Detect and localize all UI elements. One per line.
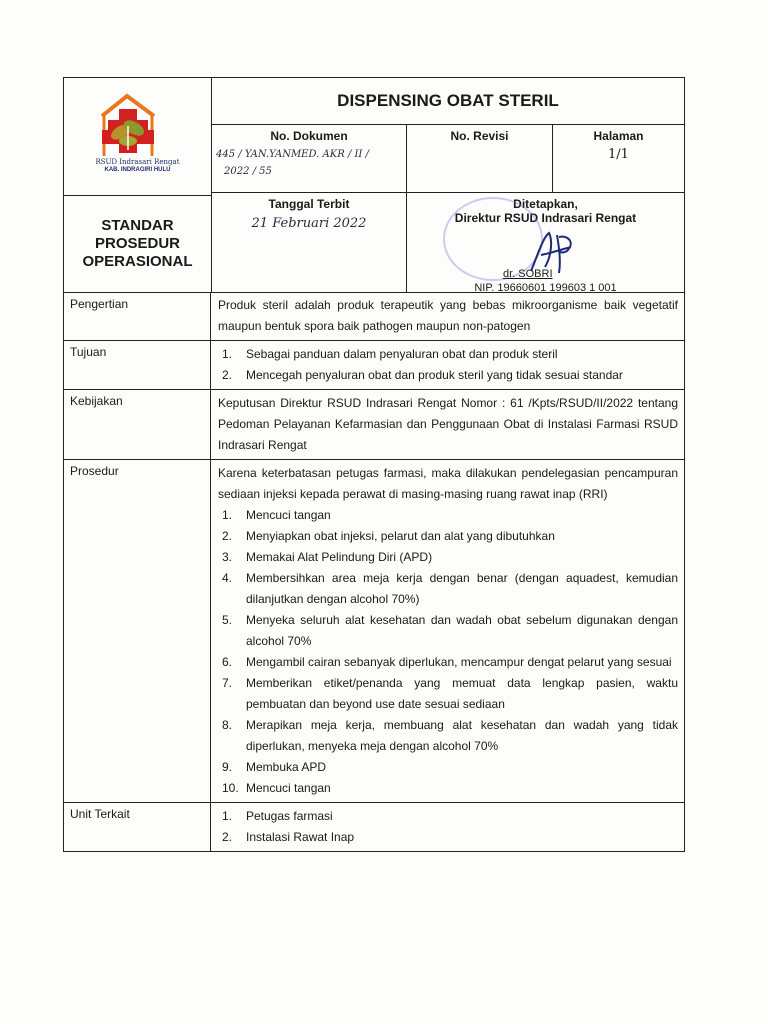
sop-label-line1: STANDAR	[101, 217, 174, 234]
list-item: 8. Merapikan meja kerja, membuang alat kesehatan dan wadah yang tidak diperlukan, menyeka meja dengan alcohol 70%	[222, 718, 678, 753]
sop-label-line3: OPERASIONAL	[82, 253, 193, 270]
prosedur-intro: Karena keterbatasan petugas farmasi, maka dilakukan pendelegasian pencampuran sediaan injeksi kepada perawat di masing-masing ruang rawat inap (RRI)	[218, 466, 678, 501]
section-kebijakan	[64, 390, 684, 460]
list-item: 3. Memakai Alat Pelindung Diri (APD)	[222, 550, 433, 564]
signer-nip: NIP. 19660601 199603 1 001	[474, 282, 617, 294]
hospital-logo	[64, 78, 211, 196]
list-item: 5. Menyeka seluruh alat kesehatan dan wadah obat sebelum digunakan dengan alcohol 70%	[222, 613, 678, 648]
list-item: 2. Mencegah penyaluran obat dan produk steril yang tidak sesuai standar	[222, 368, 623, 382]
page-cell	[553, 125, 684, 192]
section-label: Unit Terkait	[64, 803, 211, 851]
approval-line2: Direktur RSUD Indrasari Rengat	[454, 211, 637, 225]
revision-cell	[407, 125, 553, 192]
issue-date-label: Tanggal Terbit	[268, 197, 350, 211]
header-left-column	[64, 78, 212, 292]
sop-document	[63, 77, 685, 852]
revision-label: No. Revisi	[450, 129, 509, 143]
doc-number-label: No. Dokumen	[270, 129, 348, 143]
issue-date-value: 21 Februari 2022	[251, 216, 367, 231]
doc-number-cell	[212, 125, 407, 192]
approval-line1: Ditetapkan,	[513, 197, 578, 211]
list-item: 2. Instalasi Rawat Inap	[222, 830, 355, 844]
document-info-row	[212, 125, 684, 193]
section-text: Keputusan Direktur RSUD Indrasari Rengat Nomor : 61 /Kpts/RSUD/II/2022 tentang Pedoman Pelayanan Kefarmasian dan Penggunaan Obat di Instalasi Farmasi RSUD Indrasari Rengat	[218, 396, 678, 452]
sop-label-line2: PROSEDUR	[94, 235, 180, 252]
doc-number-value-line2: 2022 / 55	[224, 166, 272, 177]
issue-date-cell	[212, 193, 407, 292]
list-item: 7. Memberikan etiket/penanda yang memuat data lengkap pasien, waktu pembuatan dan beyond use date sesuai sediaan	[222, 676, 678, 711]
logo-org-name: RSUD Indrasari Rengat	[95, 158, 180, 166]
unit-list	[218, 806, 678, 848]
list-item: 10. Mencuci tangan	[222, 781, 331, 795]
signer-name: dr. SOBRI	[503, 268, 553, 280]
section-pengertian	[64, 293, 684, 341]
sop-label	[64, 196, 211, 292]
section-tujuan	[64, 341, 684, 390]
list-item: 1. Sebagai panduan dalam penyaluran obat dan produk steril	[222, 347, 558, 361]
section-prosedur	[64, 460, 684, 803]
section-text: Produk steril adalah produk terapeutik yang bebas mikroorganisme baik vegetatif maupun bentuk spora baik pathogen maupun non-patogen	[218, 298, 678, 333]
section-unit-terkait	[64, 803, 684, 851]
list-item: 1. Petugas farmasi	[222, 809, 333, 823]
list-item: 6. Mengambil cairan sebanyak diperlukan, mencampur dengat pelarut yang sesuai	[222, 655, 672, 669]
logo-emblem-icon	[64, 78, 211, 195]
page-title: DISPENSING OBAT STERIL	[212, 78, 684, 125]
prosedur-list	[218, 505, 678, 799]
header-right-column	[212, 78, 684, 292]
logo-region: KAB. INDRAGIRI HULU	[104, 167, 171, 173]
issue-row	[212, 193, 684, 292]
page-label: Halaman	[593, 129, 644, 143]
tujuan-list	[218, 344, 678, 386]
doc-number-value-line1: 445 / YAN.YANMED. AKR / II /	[216, 149, 369, 160]
list-item: 9. Membuka APD	[222, 760, 327, 774]
approval-cell	[407, 193, 684, 292]
section-label: Kebijakan	[64, 390, 211, 459]
section-label: Pengertian	[64, 293, 211, 340]
list-item: 4. Membersihkan area meja kerja dengan benar (dengan aquadest, kemudian dilanjutkan dengan alcohol 70%)	[222, 571, 678, 606]
list-item: 1. Mencuci tangan	[222, 508, 331, 522]
section-label: Prosedur	[64, 460, 211, 802]
document-header	[64, 78, 684, 293]
page-value: 1/1	[608, 147, 629, 162]
list-item: 2. Menyiapkan obat injeksi, pelarut dan alat yang dibutuhkan	[222, 529, 555, 543]
section-label: Tujuan	[64, 341, 211, 389]
